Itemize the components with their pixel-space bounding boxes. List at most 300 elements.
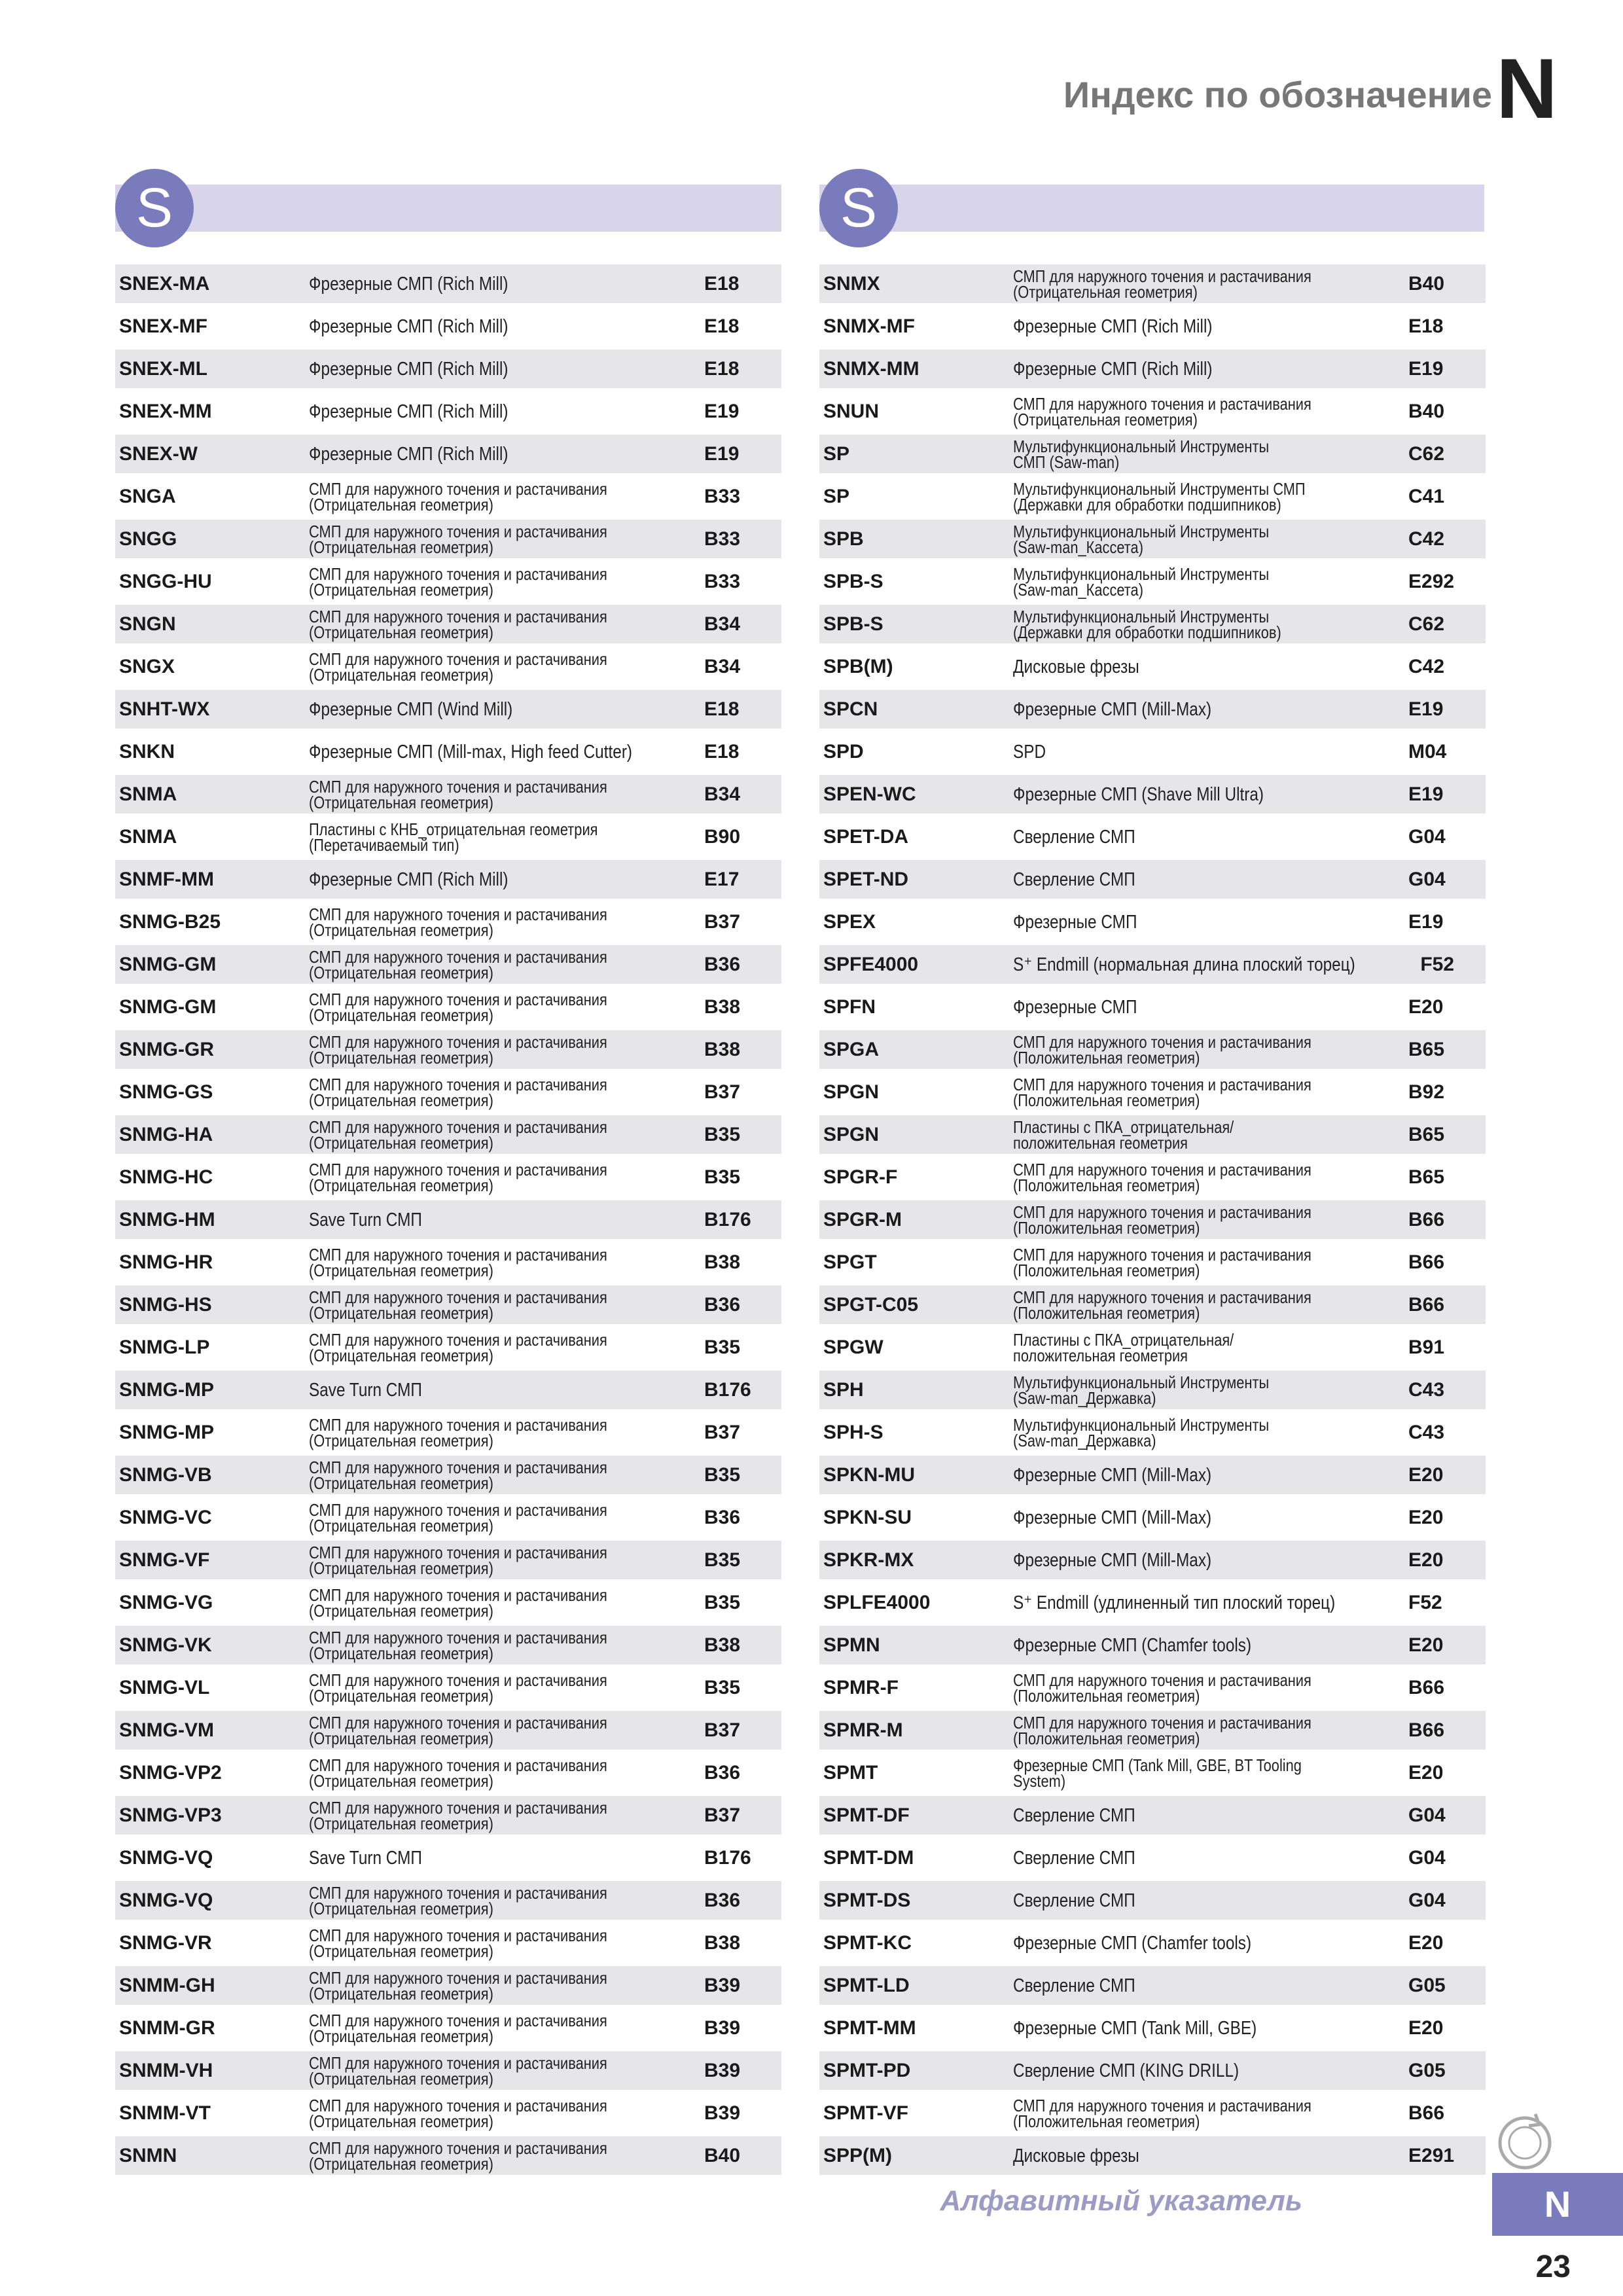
description-line: СМП для наружного точения и растачивания xyxy=(309,989,607,1009)
page-reference[interactable]: B34 xyxy=(704,613,741,635)
description-line: СМП для наружного точения и растачивания xyxy=(1013,1712,1311,1732)
product-code: SNMM-GR xyxy=(119,2017,215,2039)
description-line: Мультифункциональный Инструменты СМП xyxy=(1013,478,1306,499)
description-line: (Отрицательная геометрия) xyxy=(309,1260,493,1280)
description-line: (Отрицательная геометрия) xyxy=(309,664,493,685)
index-row xyxy=(819,2094,1486,2132)
product-code: SPEN-WC xyxy=(823,783,916,805)
page-reference[interactable]: G05 xyxy=(1408,1974,1446,1996)
index-row xyxy=(819,1924,1486,1962)
refresh-nav-icon[interactable] xyxy=(1492,2109,1558,2174)
page-reference[interactable]: B66 xyxy=(1408,1208,1445,1230)
description-line: Фрезерные СМП (Wind Mill) xyxy=(309,698,513,720)
description-line: СМП для наружного точения и растачивания xyxy=(309,776,607,797)
description-line: S⁺ Endmill (удлиненный тип плоский торец) xyxy=(1013,1592,1336,1613)
product-description xyxy=(1013,393,1345,429)
product-description xyxy=(309,2140,641,2172)
page-reference[interactable]: G04 xyxy=(1408,825,1446,848)
page-reference[interactable]: B66 xyxy=(1408,2102,1445,2124)
page-reference[interactable]: B39 xyxy=(704,1974,741,1996)
page-reference[interactable]: E18 xyxy=(704,315,740,337)
product-code: SNGA xyxy=(119,485,176,507)
index-row xyxy=(115,1371,781,1409)
description-line: (Отрицательная геометрия) xyxy=(309,962,493,982)
page-reference[interactable]: B38 xyxy=(704,1634,741,1656)
index-row xyxy=(115,2009,781,2047)
product-description xyxy=(1013,478,1345,514)
product-code: SPH-S xyxy=(823,1421,883,1443)
page-reference[interactable]: B35 xyxy=(704,1166,741,1188)
product-description xyxy=(1013,1890,1345,1911)
page-reference[interactable]: B66 xyxy=(1408,1293,1445,1316)
product-code: SPGT-C05 xyxy=(823,1293,919,1316)
product-code: SNMF-MM xyxy=(119,868,214,890)
product-code: SPMT-KC xyxy=(823,1931,912,1954)
page-reference[interactable]: B65 xyxy=(1408,1038,1445,1060)
product-description xyxy=(1013,911,1345,933)
product-description xyxy=(309,698,641,720)
page-reference[interactable]: E19 xyxy=(1408,910,1444,933)
description-line: СМП для наружного точения и растачивания xyxy=(1013,393,1311,414)
product-code: SNMG-VF xyxy=(119,1549,210,1571)
description-line: SPD xyxy=(1013,741,1046,762)
page-reference[interactable]: B92 xyxy=(1408,1081,1445,1103)
description-line: СМП для наружного точения и растачивания xyxy=(309,2095,607,2115)
page-reference[interactable]: B66 xyxy=(1408,1676,1445,1698)
index-row xyxy=(819,1371,1486,1409)
product-code: SNMG-GM xyxy=(119,953,217,975)
description-line: СМП (Saw-man) xyxy=(1013,452,1120,472)
page-reference[interactable]: B35 xyxy=(704,1676,741,1698)
description-line: Дисковые фрезы xyxy=(1013,2145,1139,2166)
product-code: SNMG-VR xyxy=(119,1931,212,1954)
product-code: SPP(M) xyxy=(823,2144,892,2166)
description-line: Мультифункциональный Инструменты xyxy=(1013,1414,1270,1435)
product-code: SPH xyxy=(823,1378,864,1401)
description-line: (Отрицательная геометрия) xyxy=(309,1090,493,1110)
page-reference[interactable]: E17 xyxy=(704,868,740,890)
page-reference[interactable]: E18 xyxy=(704,357,740,380)
product-code: SPET-DA xyxy=(823,825,909,848)
page-reference[interactable]: E18 xyxy=(704,740,740,762)
product-description xyxy=(1013,566,1345,598)
page-reference[interactable]: E19 xyxy=(704,442,740,465)
description-line: (Отрицательная геометрия) xyxy=(309,579,493,600)
product-code: SPMN xyxy=(823,1634,880,1656)
product-code: SP xyxy=(823,485,850,507)
page-reference[interactable]: B33 xyxy=(704,570,741,592)
page-reference[interactable]: B33 xyxy=(704,485,741,507)
page-reference[interactable]: M04 xyxy=(1408,740,1447,762)
description-line: СМП для наружного точения и растачивания xyxy=(309,1670,607,1690)
index-row xyxy=(819,1413,1486,1452)
page-reference[interactable]: C41 xyxy=(1408,485,1445,507)
description-line: (Положительная геометрия) xyxy=(1013,1047,1200,1067)
description-line: (Отрицательная геометрия) xyxy=(309,2026,493,2046)
description-line: СМП для наружного точения и растачивания xyxy=(309,606,607,626)
description-line: СМП для наружного точения и растачивания xyxy=(309,1755,607,1775)
product-code: SPGT xyxy=(823,1251,877,1273)
page-reference[interactable]: B66 xyxy=(1408,1251,1445,1273)
page-reference[interactable]: B36 xyxy=(704,1506,741,1528)
page-reference[interactable]: B35 xyxy=(704,1123,741,1145)
product-description xyxy=(309,1329,641,1365)
description-line: (Saw-man_Державка) xyxy=(1013,1388,1156,1408)
page-reference[interactable]: B37 xyxy=(704,1804,741,1826)
index-row xyxy=(115,1498,781,1537)
product-description xyxy=(309,946,641,982)
page-reference[interactable]: B36 xyxy=(704,953,741,975)
product-description xyxy=(309,1797,641,1833)
page-reference[interactable]: B65 xyxy=(1408,1166,1445,1188)
page-reference[interactable]: B36 xyxy=(704,1761,741,1784)
page-reference[interactable]: B36 xyxy=(704,1293,741,1316)
product-code: SNMG-GR xyxy=(119,1038,214,1060)
index-row xyxy=(115,477,781,516)
page-reference[interactable]: E19 xyxy=(1408,357,1444,380)
page-reference[interactable]: B34 xyxy=(704,783,741,805)
page-reference[interactable]: B66 xyxy=(1408,1719,1445,1741)
header-letter: N xyxy=(1496,41,1558,136)
product-description xyxy=(309,1967,641,2003)
index-row xyxy=(115,647,781,686)
page-reference[interactable]: C62 xyxy=(1408,442,1445,465)
description-line: СМП для наружного точения и растачивания xyxy=(1013,1159,1311,1179)
page-reference[interactable]: B35 xyxy=(704,1549,741,1571)
page-reference[interactable]: E291 xyxy=(1408,2144,1455,2166)
product-code: SNEX-W xyxy=(119,442,198,465)
index-row xyxy=(115,264,781,303)
page-reference[interactable]: B36 xyxy=(704,1889,741,1911)
description-line: Мультифункциональный Инструменты xyxy=(1013,606,1270,626)
index-row xyxy=(819,477,1486,516)
product-description xyxy=(309,1757,641,1789)
product-description xyxy=(1013,1074,1345,1110)
description-line: Мультифункциональный Инструменты xyxy=(1013,564,1270,584)
product-code: SNKN xyxy=(119,740,175,762)
page-reference[interactable]: B39 xyxy=(704,2059,741,2081)
index-row xyxy=(819,1881,1486,1920)
page-reference[interactable]: B38 xyxy=(704,1931,741,1954)
index-row xyxy=(115,350,781,388)
description-line: Фрезерные СМП (Rich Mill) xyxy=(309,315,508,337)
index-row xyxy=(115,988,781,1026)
index-row xyxy=(115,1796,781,1835)
index-row xyxy=(819,1328,1486,1367)
description-line: СМП для наружного точения и растачивания xyxy=(309,2053,607,2073)
product-code: SNMG-HS xyxy=(119,1293,212,1316)
product-description xyxy=(1013,1847,1345,1869)
page-reference[interactable]: B39 xyxy=(704,2102,741,2124)
description-line: Фрезерные СМП xyxy=(1013,996,1137,1018)
index-row xyxy=(819,1541,1486,1579)
description-line: (Отрицательная геометрия) xyxy=(309,1047,493,1067)
product-description xyxy=(309,566,641,598)
page-reference[interactable]: G04 xyxy=(1408,1889,1446,1911)
page-reference[interactable]: E20 xyxy=(1408,1761,1444,1784)
description-line: (Отрицательная геометрия) xyxy=(309,1898,493,1918)
description-line: (Отрицательная геометрия) xyxy=(1013,409,1198,429)
page-reference[interactable]: B90 xyxy=(704,825,741,848)
product-description xyxy=(1013,1712,1345,1748)
product-description xyxy=(1013,1549,1345,1571)
page-reference[interactable]: B176 xyxy=(704,1378,751,1401)
page-reference[interactable]: E20 xyxy=(1408,1634,1444,1656)
index-row xyxy=(819,1626,1486,1664)
page-reference[interactable]: F52 xyxy=(1420,953,1455,975)
index-row xyxy=(819,647,1486,686)
page-reference[interactable]: B33 xyxy=(704,528,741,550)
product-code: SNMG-MP xyxy=(119,1421,214,1443)
description-line: Пластины с ПКА_отрицательная/ xyxy=(1013,1329,1234,1350)
page-reference[interactable]: E20 xyxy=(1408,1506,1444,1528)
product-code: SNMG-VP3 xyxy=(119,1804,222,1826)
description-line: (Отрицательная геометрия) xyxy=(309,494,493,514)
page-reference[interactable]: E20 xyxy=(1408,1463,1444,1486)
product-description xyxy=(1013,1289,1345,1321)
index-row xyxy=(819,392,1486,431)
index-row xyxy=(115,1115,781,1154)
product-code: SP xyxy=(823,442,850,465)
index-row xyxy=(115,732,781,771)
page-reference[interactable]: E20 xyxy=(1408,996,1444,1018)
index-row xyxy=(819,1115,1486,1154)
description-line: СМП для наружного точения и растачивания xyxy=(309,1031,607,1052)
description-line: Фрезерные СМП (Tank Mill, GBE) xyxy=(1013,2017,1257,2039)
page-reference[interactable]: B37 xyxy=(704,1421,741,1443)
index-row xyxy=(819,1030,1486,1069)
description-line: (Отрицательная геометрия) xyxy=(309,1473,493,1493)
index-row xyxy=(115,1243,781,1282)
product-description xyxy=(309,1627,641,1663)
description-line: (Положительная геометрия) xyxy=(1013,1260,1200,1280)
footer-letter-tab[interactable]: N xyxy=(1492,2173,1623,2236)
page-reference[interactable]: E20 xyxy=(1408,1931,1444,1954)
product-description xyxy=(309,776,641,812)
product-description xyxy=(1013,783,1345,805)
description-line: System) xyxy=(1013,1770,1066,1791)
page-reference[interactable]: B38 xyxy=(704,1251,741,1273)
description-line: (Отрицательная геометрия) xyxy=(309,1345,493,1365)
index-row xyxy=(819,605,1486,643)
page-reference[interactable]: G04 xyxy=(1408,1846,1446,1869)
product-code: SPGN xyxy=(823,1123,880,1145)
product-code: SNMX-MM xyxy=(823,357,919,380)
index-row xyxy=(819,2136,1486,2175)
product-description xyxy=(1013,1329,1345,1365)
page-reference[interactable]: B38 xyxy=(704,1038,741,1060)
page-reference[interactable]: G05 xyxy=(1408,2059,1446,2081)
index-row xyxy=(115,1073,781,1111)
index-row xyxy=(115,1626,781,1664)
product-description xyxy=(309,606,641,642)
description-line: Фрезерные СМП (Rich Mill) xyxy=(309,273,508,295)
product-code: SNMG-GM xyxy=(119,996,217,1018)
description-line: Фрезерные СМП (Shave Mill Ultra) xyxy=(1013,783,1264,805)
index-row xyxy=(115,945,781,984)
description-line: Фрезерные СМП (Rich Mill) xyxy=(309,443,508,465)
description-line: Фрезерные СМП (Rich Mill) xyxy=(1013,358,1213,380)
product-code: SNMG-LP xyxy=(119,1336,210,1358)
description-line: S⁺ Endmill (нормальная длина плоский торец) xyxy=(1013,954,1355,975)
page-reference[interactable]: E19 xyxy=(1408,783,1444,805)
description-line: положительная геометрия xyxy=(1013,1345,1188,1365)
page-reference[interactable]: E18 xyxy=(704,698,740,720)
product-description xyxy=(1013,2060,1345,2081)
description-line: (Отрицательная геометрия) xyxy=(309,2111,493,2131)
index-row xyxy=(819,1966,1486,2005)
description-line: Сверление СМП xyxy=(1013,1890,1135,1911)
index-row xyxy=(115,435,781,473)
description-line: СМП для наружного точения и растачивания xyxy=(309,1414,607,1435)
product-description xyxy=(309,1882,641,1918)
page-reference[interactable]: B35 xyxy=(704,1336,741,1358)
description-line: СМП для наружного точения и растачивания xyxy=(309,1329,607,1350)
index-row xyxy=(115,690,781,728)
page-reference[interactable]: E20 xyxy=(1408,2017,1444,2039)
product-description xyxy=(1013,1244,1345,1280)
description-line: (Отрицательная геометрия) xyxy=(309,622,493,642)
index-row xyxy=(115,1668,781,1707)
description-line: Пластины с КНБ_отрицательная геометрия xyxy=(309,819,598,839)
page-reference[interactable]: B176 xyxy=(704,1846,751,1869)
index-column-left xyxy=(115,264,781,2179)
page-reference[interactable]: C42 xyxy=(1408,655,1445,677)
product-description xyxy=(309,741,641,762)
product-code: SPMT-DM xyxy=(823,1846,914,1869)
product-description xyxy=(309,821,641,853)
index-row xyxy=(819,562,1486,601)
index-row xyxy=(115,2094,781,2132)
page-reference[interactable]: B37 xyxy=(704,1719,741,1741)
description-line: СМП для наружного точения и растачивания xyxy=(1013,1031,1311,1052)
product-description xyxy=(309,2055,641,2087)
description-line: Мультифункциональный Инструменты xyxy=(1013,1372,1270,1392)
description-line: СМП для наружного точения и растачивания xyxy=(1013,1244,1311,1265)
section-badge-left: S xyxy=(115,169,194,247)
page-reference[interactable]: G04 xyxy=(1408,1804,1446,1826)
product-description xyxy=(1013,1757,1345,1789)
product-code: SNMG-VQ xyxy=(119,1889,213,1911)
product-description xyxy=(1013,2145,1345,2166)
description-line: СМП для наружного точения и растачивания xyxy=(309,946,607,967)
product-code: SPEX xyxy=(823,910,876,933)
page-reference[interactable]: B37 xyxy=(704,910,741,933)
product-description xyxy=(309,1209,641,1230)
product-code: SNGG-HU xyxy=(119,570,212,592)
description-line: Фрезерные СМП (Mill-Max) xyxy=(1013,1464,1212,1486)
description-line: (Отрицательная геометрия) xyxy=(309,1515,493,1535)
page-reference[interactable]: E292 xyxy=(1408,570,1455,592)
product-code: SPMT-VF xyxy=(823,2102,909,2124)
product-code: SPMT-DF xyxy=(823,1804,910,1826)
description-line: Фрезерные СМП (Rich Mill) xyxy=(1013,315,1213,337)
product-description xyxy=(309,1847,641,1869)
description-line: Сверление СМП xyxy=(1013,826,1135,848)
description-line: Сверление СМП xyxy=(1013,869,1135,890)
product-code: SNUN xyxy=(823,400,880,422)
product-code: SPKN-SU xyxy=(823,1506,912,1528)
product-code: SPGR-M xyxy=(823,1208,902,1230)
product-code: SNMG-VG xyxy=(119,1591,213,1613)
product-description xyxy=(1013,1414,1345,1450)
index-row xyxy=(115,903,781,941)
description-line: СМП для наружного точения и растачивания xyxy=(309,2138,607,2158)
description-line: СМП для наружного точения и растачивания xyxy=(1013,2095,1311,2115)
page-reference[interactable]: B91 xyxy=(1408,1336,1445,1358)
page-reference[interactable]: B35 xyxy=(704,1591,741,1613)
product-description xyxy=(1013,996,1345,1018)
product-description xyxy=(309,358,641,380)
product-code: SPET-ND xyxy=(823,868,909,890)
page-reference[interactable]: C43 xyxy=(1408,1378,1445,1401)
product-description xyxy=(309,869,641,890)
page-reference[interactable]: E18 xyxy=(704,272,740,295)
product-description xyxy=(1013,1204,1345,1236)
description-line: СМП для наружного точения и растачивания xyxy=(1013,1202,1311,1222)
page-reference[interactable]: B40 xyxy=(1408,400,1445,422)
page-reference[interactable]: B65 xyxy=(1408,1123,1445,1145)
page-reference[interactable]: E20 xyxy=(1408,1549,1444,1571)
page-reference[interactable]: B39 xyxy=(704,2017,741,2039)
index-row xyxy=(115,1966,781,2005)
description-line: СМП для наружного точения и растачивания xyxy=(309,1244,607,1265)
description-line: (Положительная геометрия) xyxy=(1013,1090,1200,1110)
description-line: Мультифункциональный Инструменты xyxy=(1013,436,1270,456)
product-description xyxy=(1013,698,1345,720)
page-reference[interactable]: C43 xyxy=(1408,1421,1445,1443)
index-row xyxy=(819,1753,1486,1792)
page-reference[interactable]: E18 xyxy=(1408,315,1444,337)
description-line: СМП для наружного точения и растачивания xyxy=(309,1457,607,1477)
description-line: СМП для наружного точения и растачивания xyxy=(309,1882,607,1903)
page-reference[interactable]: C42 xyxy=(1408,528,1445,550)
description-line: СМП для наружного точения и растачивания xyxy=(1013,1670,1311,1690)
product-code: SNGG xyxy=(119,528,177,550)
page-reference[interactable]: B176 xyxy=(704,1208,751,1230)
description-line: Пластины с ПКА_отрицательная/ xyxy=(1013,1117,1234,1137)
page-reference[interactable]: E19 xyxy=(704,400,740,422)
description-line: (Saw-man_Державка) xyxy=(1013,1430,1156,1450)
index-row xyxy=(819,350,1486,388)
index-row xyxy=(819,1158,1486,1196)
description-line: СМП для наружного точения и растачивания xyxy=(309,1074,607,1094)
page-reference[interactable]: F52 xyxy=(1408,1591,1442,1613)
description-line: Мультифункциональный Инструменты xyxy=(1013,521,1270,541)
page-reference[interactable]: B34 xyxy=(704,655,741,677)
product-description xyxy=(309,1379,641,1401)
product-description xyxy=(1013,1159,1345,1195)
product-description xyxy=(309,989,641,1025)
index-row xyxy=(115,775,781,814)
product-code: SPD xyxy=(823,740,864,762)
page-reference[interactable]: B38 xyxy=(704,996,741,1018)
page-reference[interactable]: B37 xyxy=(704,1081,741,1103)
product-code: SPMR-F xyxy=(823,1676,899,1698)
page-reference[interactable]: G04 xyxy=(1408,868,1446,890)
index-row xyxy=(819,1668,1486,1707)
page-reference[interactable]: C62 xyxy=(1408,613,1445,635)
page-reference[interactable]: B35 xyxy=(704,1463,741,1486)
index-row xyxy=(819,435,1486,473)
page-reference[interactable]: E19 xyxy=(1408,698,1444,720)
product-code: SNMG-VM xyxy=(119,1719,214,1741)
index-row xyxy=(819,775,1486,814)
product-description xyxy=(309,1159,641,1195)
index-row xyxy=(115,1030,781,1069)
page-reference[interactable]: B40 xyxy=(1408,272,1445,295)
page-reference[interactable]: B40 xyxy=(704,2144,741,2166)
